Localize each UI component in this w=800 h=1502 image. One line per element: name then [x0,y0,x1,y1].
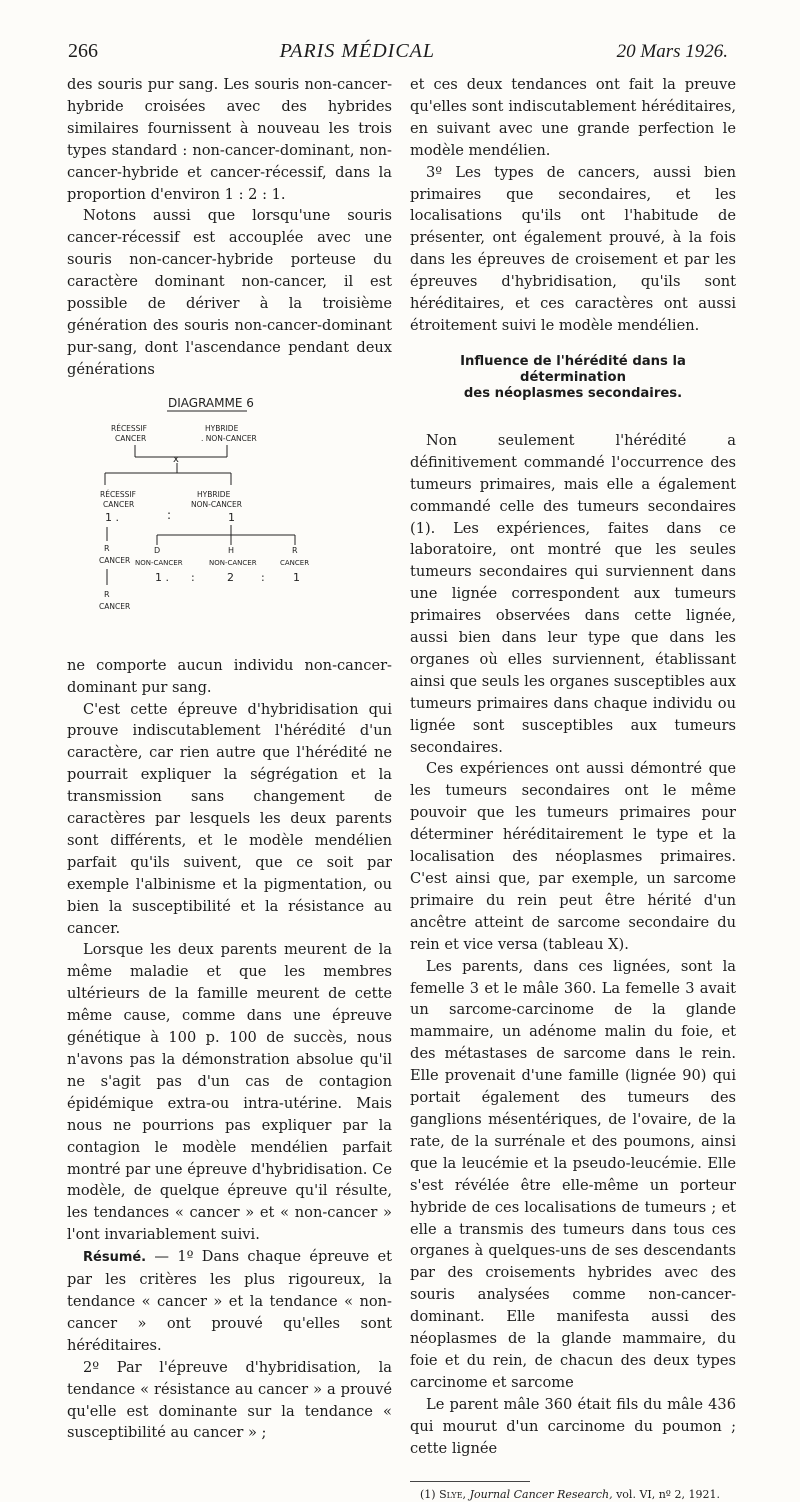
parent-recessive-sub: CANCER [115,433,147,443]
child-dominant-ratio: 1 . [155,570,169,584]
gen2-hybrid-label: HYBRIDE [197,489,231,499]
gen2-recessive-ratio: 1 . [105,510,119,524]
summary-label: Résumé. [83,1250,147,1266]
pedigree-diagram [97,385,327,653]
paragraph: Les parents, dans ces lignées, sont la femelle 3 et le mâle 360. La femelle 3 avait un sarcome-carcinome de la glande mammaire, un adénome malin du foie, et des métastases de sarcome dans le rein. Elle provenait d'une famille (lignée 90) qui portait également des tumeurs des ganglions mésentériques, de l'ovaire, de la rate, de la surrénale et des poumons, ainsi que la leucémie et la pseudo-leucémie. Elle s'est révélée être elle-même un porteur hybride de ces localisations de tumeurs ; et elle a transmis des tumeurs dans tous ces organes à quelques-uns de ses descendants par des croisements hybrides avec des souris analysées comme non-cancer-dominant. Elle manifesta aussi des néoplasmes de la glande mammaire, du foie et du rein, de chacun des deux types carcinome et sarcome [410,957,736,1391]
parent-recessive-label: RÉCESSIF [111,423,147,433]
running-header [68,40,728,68]
footnote-rule [410,1481,530,1482]
gen3-letter: R [104,543,110,553]
gen2-recessive-sub: CANCER [103,499,135,509]
child-hybrid-ratio: 2 [227,570,234,584]
footnote-journal: Journal Cancer Research, [469,1488,613,1502]
ratio-colon: : [261,570,265,584]
child-hybrid-label: NON-CANCER [209,558,257,567]
cross-symbol: x [173,453,179,465]
paragraph: et ces deux tendances ont fait la preuve qu'elles sont indiscutablement héréditaires, en suivant avec une grande perfection le modèle mendélien. [410,76,736,159]
child-dominant-label: NON-CANCER [135,558,183,567]
child-hybrid-letter: H [228,545,235,555]
gen4-label: CANCER [99,601,131,611]
child-recessive-letter: R [292,545,298,555]
summary-text: — 1º Dans chaque épreuve et par les critères les plus rigoureux, la tendance « cancer » et la tendance « non-cancer » ont prouvé qu'elles sont héréditaires. [67,1248,392,1354]
summary-paragraph [67,1246,392,1357]
section-heading [410,354,736,402]
gen2-hybrid-sub: NON-CANCER [191,499,242,509]
page-number: 266 [68,40,98,62]
paragraph: 3º Les types de cancers, aussi bien primaires que secondaires, et les localisations qu'ils ont l'habitude de présenter, ont également prouvé, à la fois dans les épreuves de croisement et par les épreuves d'hybridisation, qu'ils sont héréditaires, et ces caractères ont aussi étroitement suivi le modèle mendélien. [410,163,736,334]
diagram-6 [67,385,392,653]
diagram-title: DIAGRAMME 6 [168,395,254,410]
paragraph: ne comporte aucun individu non-cancer-dominant pur sang. [67,656,392,696]
child-dominant-letter: D [154,545,161,555]
paragraph: C'est cette épreuve d'hybridisation qui prouve indiscutablement l'hérédité d'un caractère, car rien autre que l'hérédité ne pourrait expliquer la ségrégation et la transmission sans changement de caractères par lesquels les deux parents sont différents, et le modèle mendélien parfait qu'ils suivent, que ce soit par exemple l'albinisme et la pigmentation, ou bien la susceptibilité et la résistance au cancer. [67,700,392,937]
paragraph: 2º Par l'épreuve d'hybridisation, la tendance « résistance au cancer » a prouvé qu'elle est dominante sur la tendance « susceptibilité au cancer » ; [67,1358,392,1442]
parent-hybrid-sub: . NON-CANCER [201,433,257,443]
section-heading-line: des néoplasmes secondaires. [463,385,683,401]
paragraph: Lorsque les deux parents meurent de la même maladie et que les membres ultérieurs de la famille meurent de cette même cause, comme dans une épreuve génétique à 100 p. 100 de succès, nous n'avons pas la démonstration absolue qu'il ne s'agit pas d'un cas de contagion épidémique extra-ou intra-utérine. Mais nous ne pourrions pas expliquer par la contagion le modèle mendélien parfait montré par une épreuve d'hybridisation. Ce modèle, de quelque épreuve qu'il résulte, les tendances « cancer » et « non-cancer » l'ont invariablement suivi. [67,941,392,1244]
child-recessive-label: CANCER [280,558,310,567]
paragraph: Non seulement l'hérédité a définitivement commandé l'occurrence des tumeurs primaires, mais elle a également commandé celle des tumeurs secondaires (1). Les expériences, faites dans ce laboratoire, ont montré que les seules tumeurs secondaires qui surviennent dans une lignée correspondent aux tumeurs primaires observées dans cette lignée, aussi bien dans leur type que dans les organes où elles surviennent, établissant ainsi que seuls les organes susceptibles aux tumeurs primaires dans chaque individu ou lignée sont susceptibles aux tumeurs secondaires. [410,431,736,756]
paragraph: Le parent mâle 360 était fils du mâle 436 qui mourut d'un carcinome du poumon ; cette lignée [410,1395,736,1457]
footnote-ref: vol. VI, nº 2, 1921. [616,1488,720,1502]
gen3-label: CANCER [99,555,131,565]
footnote-marker: (1) [420,1488,436,1502]
paragraph: Notons aussi que lorsqu'une souris cancer-récessif est accouplée avec une souris non-cancer-hybride porteuse du caractère dominant non-cancer, il est possible de dériver à la troisième génération des souris non-cancer-dominant pur-sang, dont l'ascendance pendant deux générations [67,207,392,378]
journal-title: PARIS MÉDICAL [279,40,436,62]
right-column [410,74,736,1502]
ratio-colon: : [191,570,195,584]
child-recessive-ratio: 1 [293,570,300,584]
ratio-colon: : [167,507,172,522]
gen2-recessive-label: RÉCESSIF [100,489,136,499]
gen4-letter: R [104,589,110,599]
parent-hybrid-label: HYBRIDE [205,423,239,433]
section-heading-line: Influence de l'hérédité dans la détermination [460,353,686,385]
paragraph: des souris pur sang. Les souris non-cancer-hybride croisées avec des hybrides similaires fournissent à nouveau les trois types standard : non-cancer-dominant, non-cancer-hybride et cancer-récessif, dans la proportion d'environ 1 : 2 : 1. [67,76,392,203]
footnote [410,1488,736,1502]
paragraph: Ces expériences ont aussi démontré que les tumeurs secondaires ont le même pouvoir que les tumeurs primaires pour déterminer héréditairement le type et la localisation des néoplasmes primaires. C'est ainsi que, par exemple, un sarcome primaire du rein peut être hérité d'un ancêtre atteint de sarcome secondaire du rein et vice versa (tableau X). [410,760,736,953]
issue-date: 20 Mars 1926. [616,41,728,62]
footnote-author: Slye, [439,1488,467,1502]
left-column [67,74,392,1444]
gen2-hybrid-ratio: 1 [228,510,235,524]
